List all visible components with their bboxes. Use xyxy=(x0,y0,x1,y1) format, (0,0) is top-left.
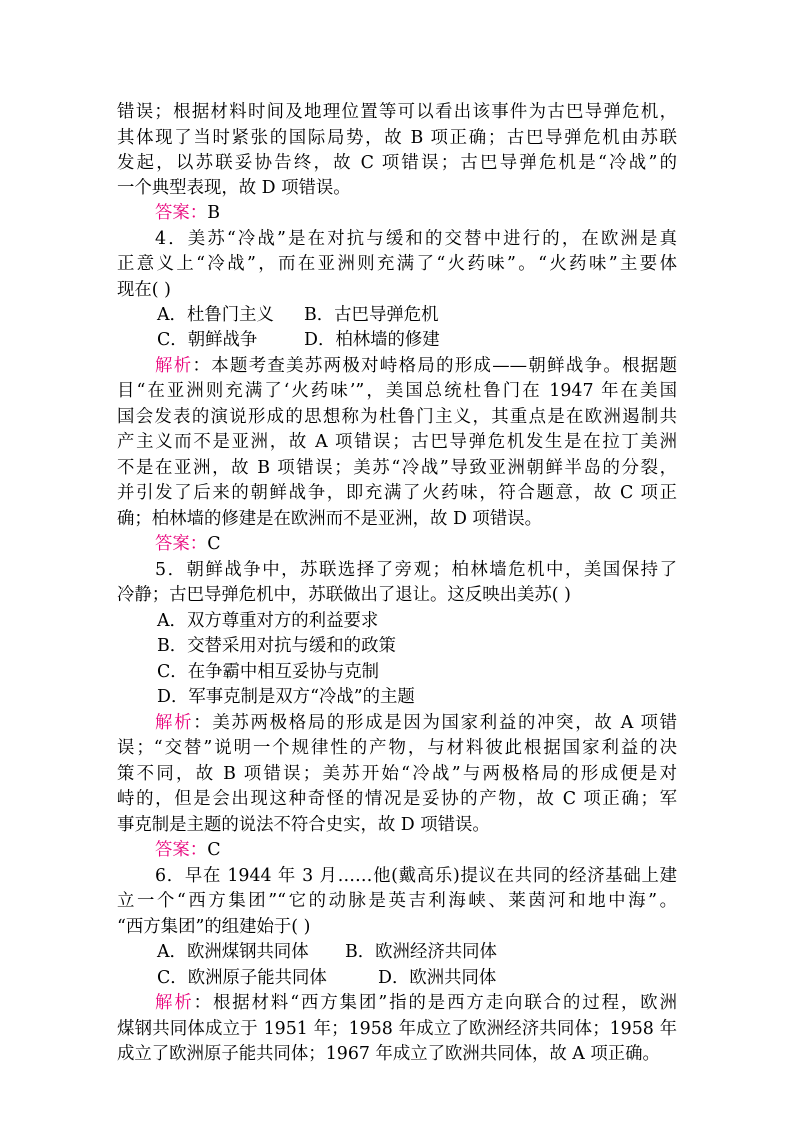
answer-value: C xyxy=(207,840,221,860)
q4-analysis-line: 解析：本题考查美苏两极对峙格局的形成——朝鲜战争。根据题 xyxy=(155,356,677,376)
q4-analysis-line: 不是在亚洲，故 B 项错误；美苏“冷战”导致亚洲朝鲜半岛的分裂， xyxy=(117,458,677,478)
analysis-label: 解析 xyxy=(155,993,194,1013)
q4-option-c: C．朝鲜战争 xyxy=(157,330,258,350)
q4-analysis-line: 产主义而不是亚洲，故 A 项错误；古巴导弹危机发生是在拉丁美洲 xyxy=(117,432,677,452)
q5-analysis-line: 误；“交替”说明一个规律性的产物，与材料彼此根据国家利益的决 xyxy=(117,738,677,758)
q6-stem-line: 6．早在 1944 年 3 月……他(戴高乐)提议在共同的经济基础上建 xyxy=(155,866,677,886)
q4-analysis-line: 国会发表的演说形成的思想称为杜鲁门主义，其重点是在欧洲遏制共 xyxy=(117,407,677,427)
q6-stem-line: “西方集团”的组建始于( ) xyxy=(117,917,311,937)
q5-option-d: D．军事克制是双方“冷战”的主题 xyxy=(157,687,415,707)
q6-option-c: C．欧洲原子能共同体 xyxy=(157,968,327,988)
q5-answer xyxy=(155,837,677,863)
q3-analysis-line: 其体现了当时紧张的国际局势，故 B 项正确；古巴导弹危机由苏联 xyxy=(117,128,677,148)
answer-value: B xyxy=(207,203,220,223)
q5-stem-line: 冷静；古巴导弹危机中，苏联做出了退让。这反映出美苏( ) xyxy=(117,585,571,605)
q6-analysis-line: 解析：根据材料“西方集团”指的是西方走向联合的过程，欧洲 xyxy=(155,993,677,1013)
q6-option-b: B．欧洲经济共同体 xyxy=(345,942,497,962)
q3-analysis-line: 一个典型表现，故 D 项错误。 xyxy=(117,178,351,198)
q5-analysis-line: 策不同，故 B 项错误；美苏开始“冷战”与两极格局的形成便是对 xyxy=(117,764,677,784)
q3-analysis-line: 发起，以苏联妥协告终，故 C 项错误；古巴导弹危机是“冷战”的 xyxy=(117,153,677,173)
q4-option-d: D．柏林墙的修建 xyxy=(304,330,440,350)
q4-option-b: B．古巴导弹危机 xyxy=(304,305,439,325)
q6-option-a: A．欧洲煤钢共同体 xyxy=(157,942,309,962)
q5-option-a: A．双方尊重对方的利益要求 xyxy=(157,611,379,631)
q3-analysis-line: 错误；根据材料时间及地理位置等可以看出该事件为古巴导弹危机， xyxy=(117,102,677,122)
q6-analysis-line: 煤钢共同体成立于 1951 年；1958 年成立了欧洲经济共同体；1958 年 xyxy=(117,1019,677,1039)
q5-analysis-line: 解析：美苏两极格局的形成是因为国家利益的冲突，故 A 项错 xyxy=(155,713,677,733)
answer-value: C xyxy=(207,534,221,554)
q5-analysis-line: 峙的，但是会出现这种奇怪的情况是妥协的产物，故 C 项正确；军 xyxy=(117,789,677,809)
q5-option-b: B．交替采用对抗与缓和的政策 xyxy=(157,636,396,656)
q4-analysis-line: 目“在亚洲则充满了‘火药味’”，美国总统杜鲁门在 1947 年在美国 xyxy=(117,381,677,401)
q6-option-d: D．欧洲共同体 xyxy=(378,968,497,988)
answer-label: 答案： xyxy=(155,840,208,860)
q3-answer xyxy=(155,200,677,226)
q4-stem-line: 4．美苏“冷战”是在对抗与缓和的交替中进行的，在欧洲是真 xyxy=(155,229,677,249)
q4-analysis-line: 并引发了后来的朝鲜战争，即充满了火药味，符合题意，故 C 项正 xyxy=(117,483,677,503)
q4-stem-line: 现在( ) xyxy=(117,280,171,300)
q4-option-a: A．杜鲁门主义 xyxy=(157,305,274,325)
analysis-label: 解析 xyxy=(155,713,194,733)
q4-answer xyxy=(155,531,677,557)
answer-label: 答案： xyxy=(155,203,208,223)
answer-label: 答案： xyxy=(155,534,208,554)
q5-analysis-line: 事克制是主题的说法不符合史实，故 D 项错误。 xyxy=(117,815,490,835)
q6-stem-line: 立一个“西方集团”“它的动脉是英吉利海峡、莱茵河和地中海”。 xyxy=(117,891,677,911)
analysis-label: 解析 xyxy=(155,356,193,376)
q6-analysis-line: 成立了欧洲原子能共同体；1967 年成立了欧洲共同体，故 A 项正确。 xyxy=(117,1044,660,1064)
q5-option-c: C．在争霸中相互妥协与克制 xyxy=(157,662,379,682)
q4-stem-line: 正意义上“冷战”，而在亚洲则充满了“火药味”。“火药味”主要体 xyxy=(117,254,677,274)
q4-analysis-line: 确；柏林墙的修建是在欧洲而不是亚洲，故 D 项错误。 xyxy=(117,509,542,529)
q5-stem-line: 5．朝鲜战争中，苏联选择了旁观；柏林墙危机中，美国保持了 xyxy=(155,560,677,580)
